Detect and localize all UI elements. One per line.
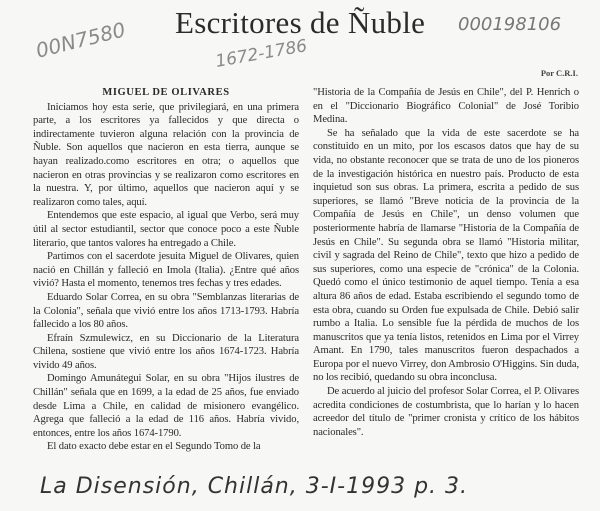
paragraph: Domingo Amunátegui Solar, en su obra "Hijos ilustres de Chillán" señala que en 1699, a la edad de 25 años, fue enviado desde Lima a Chile, en calidad de misionero evangélico. Agrega que falleció a la edad de 116 años. Habría vivido, entonces, entre los años 1674-1790. <box>33 373 299 439</box>
handwritten-dates: 1672-1786 <box>213 36 309 72</box>
paragraph: Partimos con el sacerdote jesuita Miguel de Olivares, quien nació en Chillán y falleció en Imola (Italia). ¿Entre qué años vivió? Hasta el momento, tenemos tres fechas y tres edades. <box>33 251 299 290</box>
handwritten-record-number: 000198106 <box>458 14 562 35</box>
right-column <box>313 86 579 439</box>
paragraph: El dato exacto debe estar en el Segundo Tomo de la <box>47 441 261 453</box>
paragraph: Eduardo Solar Correa, en su obra "Semblanzas literarias de la Colonia", señala que vivió entre los años 1713-1793. Habría fallecido a los 80 años. <box>33 291 299 331</box>
handwritten-source-citation: La Disensión, Chillán, 3-I-1993 p. 3. <box>40 474 469 499</box>
paragraph: Entendemos que este espacio, al igual que Verbo, será muy útil al sector estudiantil, sector que conoce poco a este Ñuble literario, que tantos valores ha entregado a Chile. <box>33 210 299 249</box>
paragraph: Iniciamos hoy esta serie, que privilegiará, en una primera parte, a los escritores ya fallecidos y que directa o indirectamente tuvieron alguna relación con la provincia de Ñuble. Son aquellos que nacieron en esta tierra, aunque se hayan realizado.como escritores en otra; o aquellos que nacieron en otras provincias y se realizaron como escritores en la nuestra. Y, por último, aquellos que nacieron aquí y se realizaron como tales, aquí. <box>33 101 299 208</box>
handwritten-catalog-number: 00N7580 <box>33 17 128 63</box>
paragraph: De acuerdo al juicio del profesor Solar Correa, el P. Olivares acredita condiciones de costumbrista, que lo harían y lo hacen acreedor del título de "primer cronista y crítico de los hábitos nacionales". <box>313 386 579 438</box>
subheading: MIGUEL DE OLIVARES <box>102 87 230 98</box>
paragraph: Se ha señalado que la vida de este sacerdote se ha constituido en un mito, por los escasos datos que hay de su vida, no obstante reconocer que se trata de uno de los pioneros de la investigación histórica en nuestro país. Producto de esta inquietud son sus obras. La primera, escrita a pedido de sus superiores, se llamó "Breve noticia de la provincia de la Compañía de Jesús en Chile", un denso volumen que posteriormente habría de llamarse "Historia de la Compañía de Jesús en Chile". Su segunda obra se llamó "Historia militar, civil y sagrada del Reino de Chile", texto que hizo a pedido de sus superiores, como una especie de "crónica" de la Colonia. Quedó como el único testimonio de aquel tiempo. Tenía a esa altura 86 años de edad. Estaba escribiendo el segundo tomo de esta obra, cuando su Orden fue expulsada de Chile. Debió salir rumbo a Italia. Lo sensible fue la pérdida de muchos de los manuscritos que ya tenía listos, retenidos en Lima por el Virrey Amant. En 1790, tales manuscritos fueron despachados a Europa por el nuevo Virrey, don Ambrosio O'Higgins. Sin duda, no los recibió, quedando su obra inconclusa. <box>313 127 579 384</box>
article-title: Escritores de Ñuble <box>175 5 426 40</box>
byline: Por C.R.I. <box>540 68 578 78</box>
paragraph: Efraín Szmulewicz, en su Diccionario de la Literatura Chilena, sostiene que vivió entre los años 1674-1723. Habría vivido 49 años. <box>33 332 299 371</box>
left-column <box>33 86 299 454</box>
paragraph: "Historia de la Compañía de Jesús en Chile", del P. Henrich o en el "Diccionario Biográfico Colonial" de José Toribio Medina. <box>313 87 579 126</box>
